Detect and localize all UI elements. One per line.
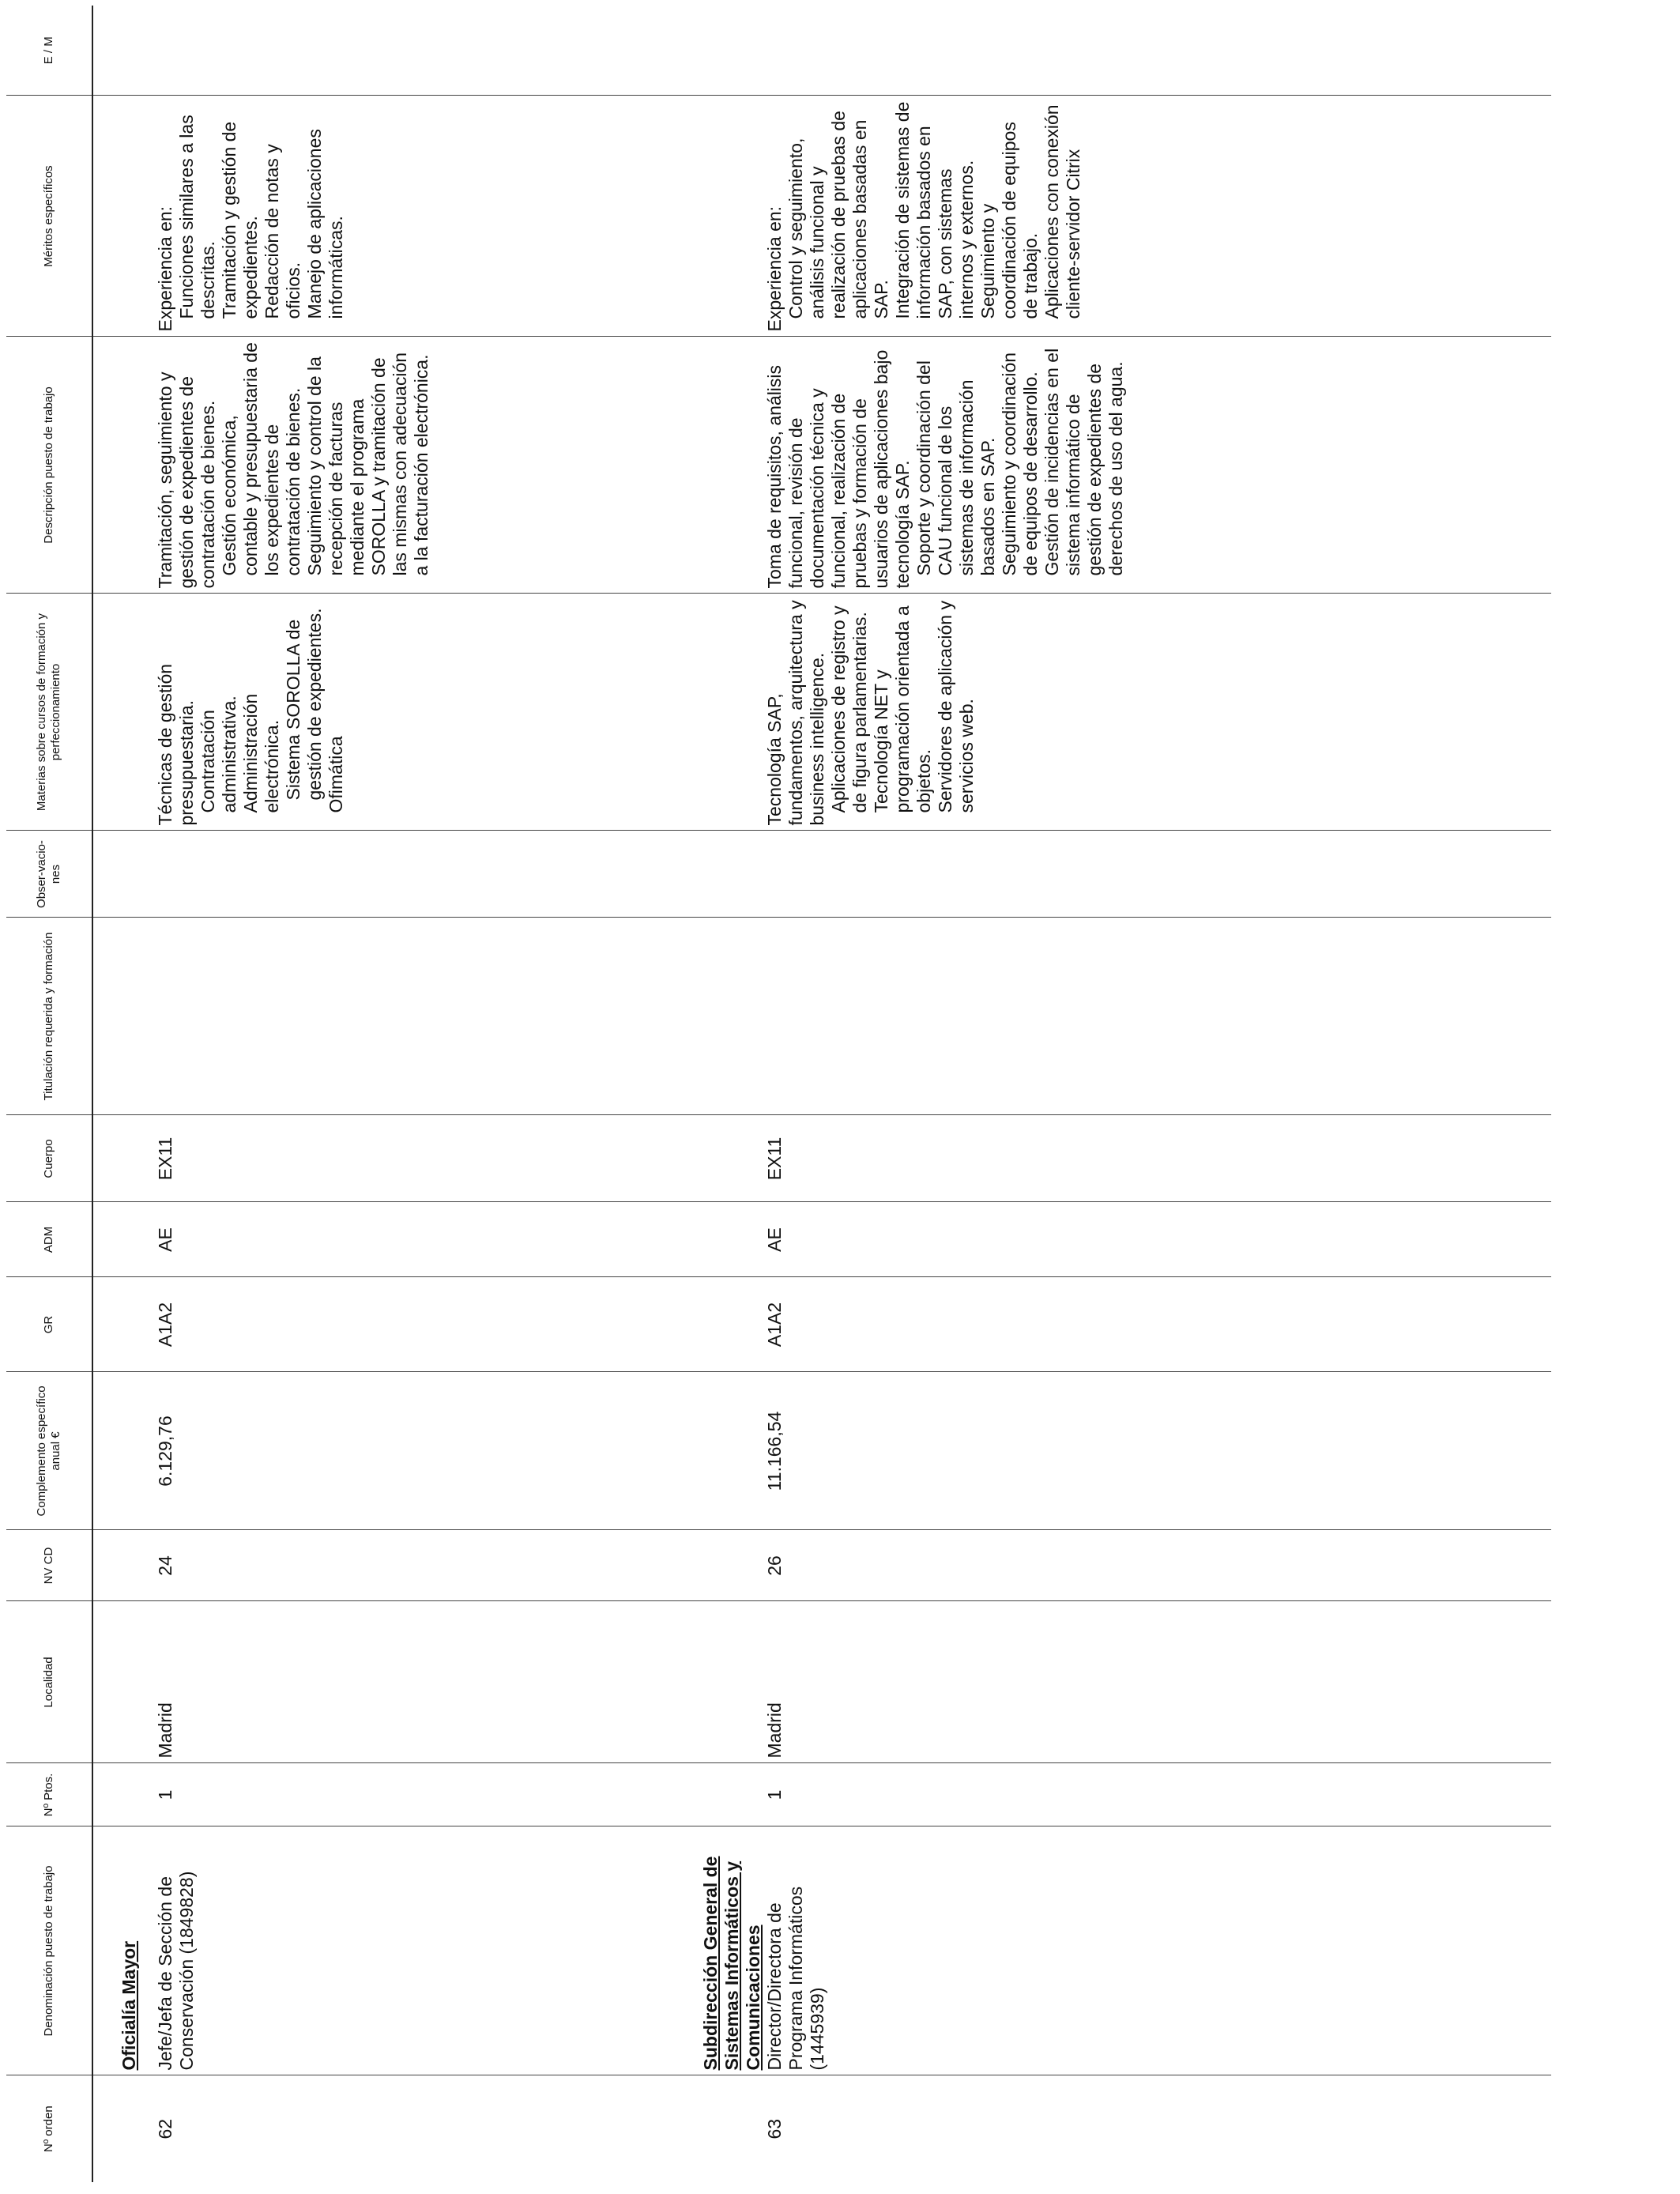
cell-orden: 62	[155, 2118, 175, 2139]
meritos-intro: Experiencia en:	[155, 205, 175, 332]
header-denominacion: Denominación puesto de trabajo	[6, 1826, 92, 2075]
table-header	[6, 6, 92, 2182]
cell-nivel-cd: 24	[155, 1530, 700, 1601]
descripcion-item: Seguimiento y coordinación de equipos de desarrollo.	[999, 352, 1041, 576]
header-num-puestos: Nº Ptos.	[6, 1763, 92, 1826]
filler-row	[1309, 6, 1551, 2182]
meritos-item: Tramitación y gestión de expedientes.	[219, 121, 261, 319]
meritos-item: Manejo de aplicaciones informáticas.	[304, 129, 346, 319]
materias-item: Servidores de aplicación y servicios web.	[935, 601, 977, 813]
header-cuerpo: Cuerpo	[6, 1115, 92, 1202]
header-complemento: Complemento específico anual €	[6, 1372, 92, 1530]
header-meritos: Méritos específicos	[6, 96, 92, 337]
cell-num-puestos: 1	[764, 1763, 1309, 1826]
cell-materias	[764, 594, 1309, 831]
descripcion-item: Seguimiento y control de la recepción de facturas mediante el programa SOROLLA y tramitación de las mismas con adecuación a la facturación electrónica.	[304, 352, 431, 576]
meritos-item: Aplicaciones con conexión cliente-servidor Citrix	[1042, 104, 1083, 319]
cell-descripcion	[155, 337, 700, 594]
descripcion-item: Gestión de incidencias en el sistema informático de gestión de expedientes de derechos de uso del agua.	[1042, 348, 1126, 576]
header-adm: ADM	[6, 1202, 92, 1277]
header-titulacion: Titulación requerida y formación	[6, 918, 92, 1115]
materias-item: Aplicaciones de registro y de figura parlamentarias.	[828, 605, 870, 813]
cell-orden: 63	[764, 2118, 785, 2139]
cell-grupo: A1A2	[155, 1277, 700, 1372]
section-title: Oficialía Mayor	[119, 1940, 139, 2071]
cell-localidad: Madrid	[155, 1601, 700, 1763]
meritos-item: Seguimiento y coordinación de equipos de trabajo.	[977, 122, 1041, 319]
cell-em	[155, 6, 700, 96]
header-materias: Materias sobre cursos de formación y perfeccionamiento	[6, 594, 92, 831]
cell-num-puestos: 1	[155, 1763, 700, 1826]
table-row	[155, 6, 700, 2182]
cell-denominacion: Director/Directora de Programa Informáticos (1445939)	[764, 1826, 1309, 2075]
spacer-row	[92, 6, 119, 2182]
meritos-item: Redacción de notas y oficios.	[262, 144, 303, 319]
cell-em	[764, 6, 1309, 96]
meritos-item: Control y seguimiento, análisis funcional y realización de pruebas de aplicaciones basadas en SAP.	[785, 111, 891, 319]
cell-adm: AE	[155, 1202, 700, 1277]
section-title: Subdirección General de Sistemas Informáticos y Comunicaciones	[700, 1856, 763, 2071]
materias-item: Contratación administrativa.	[198, 696, 239, 813]
cell-descripcion	[764, 337, 1309, 594]
section-row-oficialia	[119, 6, 155, 2182]
cell-meritos	[155, 96, 700, 337]
header-orden: Nº orden	[6, 2075, 92, 2182]
cell-observaciones	[155, 831, 700, 918]
header-nivel-cd: NV CD	[6, 1530, 92, 1601]
header-localidad: Localidad	[6, 1601, 92, 1763]
materias-item: Administración electrónica.	[240, 693, 282, 813]
section-row-sistemas	[700, 6, 764, 2182]
descripcion-item: Tramitación, seguimiento y gestión de expedientes de contratación de bienes.	[155, 371, 218, 589]
cell-titulacion	[155, 918, 700, 1115]
materias-item: Técnicas de gestión presupuestaria.	[155, 663, 197, 826]
header-grupo: GR	[6, 1277, 92, 1372]
cell-localidad: Madrid	[764, 1601, 1309, 1763]
header-em: E / M	[6, 6, 92, 96]
cell-materias	[155, 594, 700, 831]
cell-denominacion: Jefe/Jefa de Sección de Conservación (1849828)	[155, 1826, 700, 2075]
cell-observaciones	[764, 831, 1309, 918]
descripcion-item: Toma de requisitos, análisis funcional, revisión de documentación técnica y funcional, realización de pruebas y formación de usuarios de aplicaciones bajo tecnología SAP.	[764, 349, 913, 589]
cell-complemento: 11.166,54	[764, 1372, 1309, 1530]
cell-complemento: 6.129,76	[155, 1372, 700, 1530]
materias-item: Tecnología SAP, fundamentos, arquitectura y business intelligence.	[764, 600, 827, 826]
meritos-item: Funciones similares a las descritas.	[176, 115, 218, 319]
job-positions-table	[6, 6, 1551, 2182]
cell-nivel-cd: 26	[764, 1530, 1309, 1601]
table-row	[764, 6, 1309, 2182]
cell-cuerpo: EX11	[764, 1115, 1309, 1202]
cell-cuerpo: EX11	[155, 1115, 700, 1202]
meritos-item: Integración de sistemas de información basados en SAP, con sistemas internos y externos.	[892, 101, 977, 319]
materias-item: Tecnología NET y programación orientada a objetos.	[871, 605, 934, 813]
meritos-intro: Experiencia en:	[764, 205, 785, 332]
cell-adm: AE	[764, 1202, 1309, 1277]
materias-item: Sistema SOROLLA de gestión de expedientes.	[283, 608, 325, 801]
cell-titulacion	[764, 918, 1309, 1115]
table-body	[92, 6, 1551, 2182]
materias-item: Ofimática	[326, 736, 346, 813]
descripcion-item: Gestión económica, contable y presupuestaria de los expedientes de contratación de bienes.	[219, 342, 303, 576]
cell-grupo: A1A2	[764, 1277, 1309, 1372]
cell-meritos	[764, 96, 1309, 337]
descripcion-item: Soporte y coordinación del CAU funcional de los sistemas de información basados en SAP.	[913, 360, 998, 576]
header-descripcion: Descripción puesto de trabajo	[6, 337, 92, 594]
header-observaciones: Obser-vacio-nes	[6, 831, 92, 918]
